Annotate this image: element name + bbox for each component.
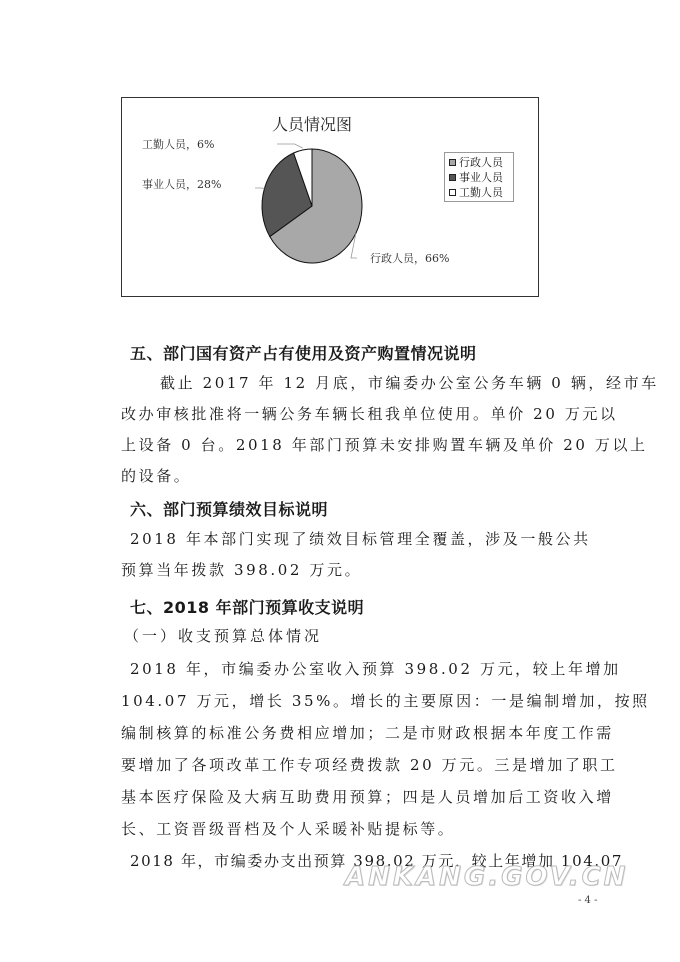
paragraph-line: 2018 年本部门实现了绩效目标管理全覆盖，涉及一般公共 — [130, 530, 591, 548]
paragraph-line: 改办审核批准将一辆公务车辆长租我单位使用。单价 20 万元以 — [121, 405, 618, 423]
legend-label: 事业人员 — [459, 171, 503, 184]
watermark: ANKANG.GOV.CN — [345, 862, 629, 892]
paragraph-line: 截止 2017 年 12 月底，市编委办公室公务车辆 0 辆，经市车 — [160, 374, 659, 392]
chart-title: 人员情况图 — [271, 115, 353, 134]
section-six-heading: 六、部门预算绩效目标说明 — [130, 500, 329, 519]
legend-swatch-admin — [449, 159, 456, 166]
paragraph-line: 2018 年，市编委办支出预算 398.02 万元，较上年增加 104.07 — [130, 852, 624, 870]
paragraph-line: 104.07 万元，增长 35%。增长的主要原因：一是编制增加，按照 — [121, 692, 650, 710]
legend-item — [449, 155, 513, 170]
paragraph-line: 预算当年拨款 398.02 万元。 — [121, 561, 363, 579]
paragraph-line: 2018 年，市编委办公室收入预算 398.02 万元，较上年增加 — [130, 660, 621, 678]
legend-label: 行政人员 — [459, 156, 503, 169]
paragraph-line: 编制核算的标准公务费相应增加；二是市财政根据本年度工作需 — [121, 724, 614, 742]
paragraph-line: 的设备。 — [121, 467, 192, 485]
section-five-heading: 五、部门国有资产占有使用及资产购置情况说明 — [130, 344, 477, 363]
data-label: 事业人员，28% — [142, 178, 222, 191]
paragraph-line: 长、工资晋级晋档及个人采暖补贴提标等。 — [121, 820, 456, 838]
legend-swatch-worker — [449, 189, 456, 196]
subsection-heading: （一）收支预算总体情况 — [124, 627, 323, 645]
chart-legend — [444, 152, 514, 202]
data-label: 行政人员，66% — [370, 252, 450, 265]
data-label: 工勤人员，6% — [142, 138, 215, 151]
paragraph-line: 要增加了各项改革工作专项经费拨款 20 万元。三是增加了职工 — [121, 756, 618, 774]
legend-item — [449, 185, 513, 200]
leader-line — [277, 144, 303, 148]
page-number: - 4 - — [578, 895, 598, 906]
paragraph-line: 基本医疗保险及大病互助费用预算；四是人员增加后工资收入增 — [121, 788, 614, 806]
legend-item — [449, 170, 513, 185]
legend-label: 工勤人员 — [459, 186, 503, 199]
legend-swatch-institution — [449, 174, 456, 181]
section-seven-heading: 七、2018 年部门预算收支说明 — [130, 598, 365, 617]
paragraph-line: 上设备 0 台。2018 年部门预算未安排购置车辆及单价 20 万以上 — [121, 436, 648, 454]
